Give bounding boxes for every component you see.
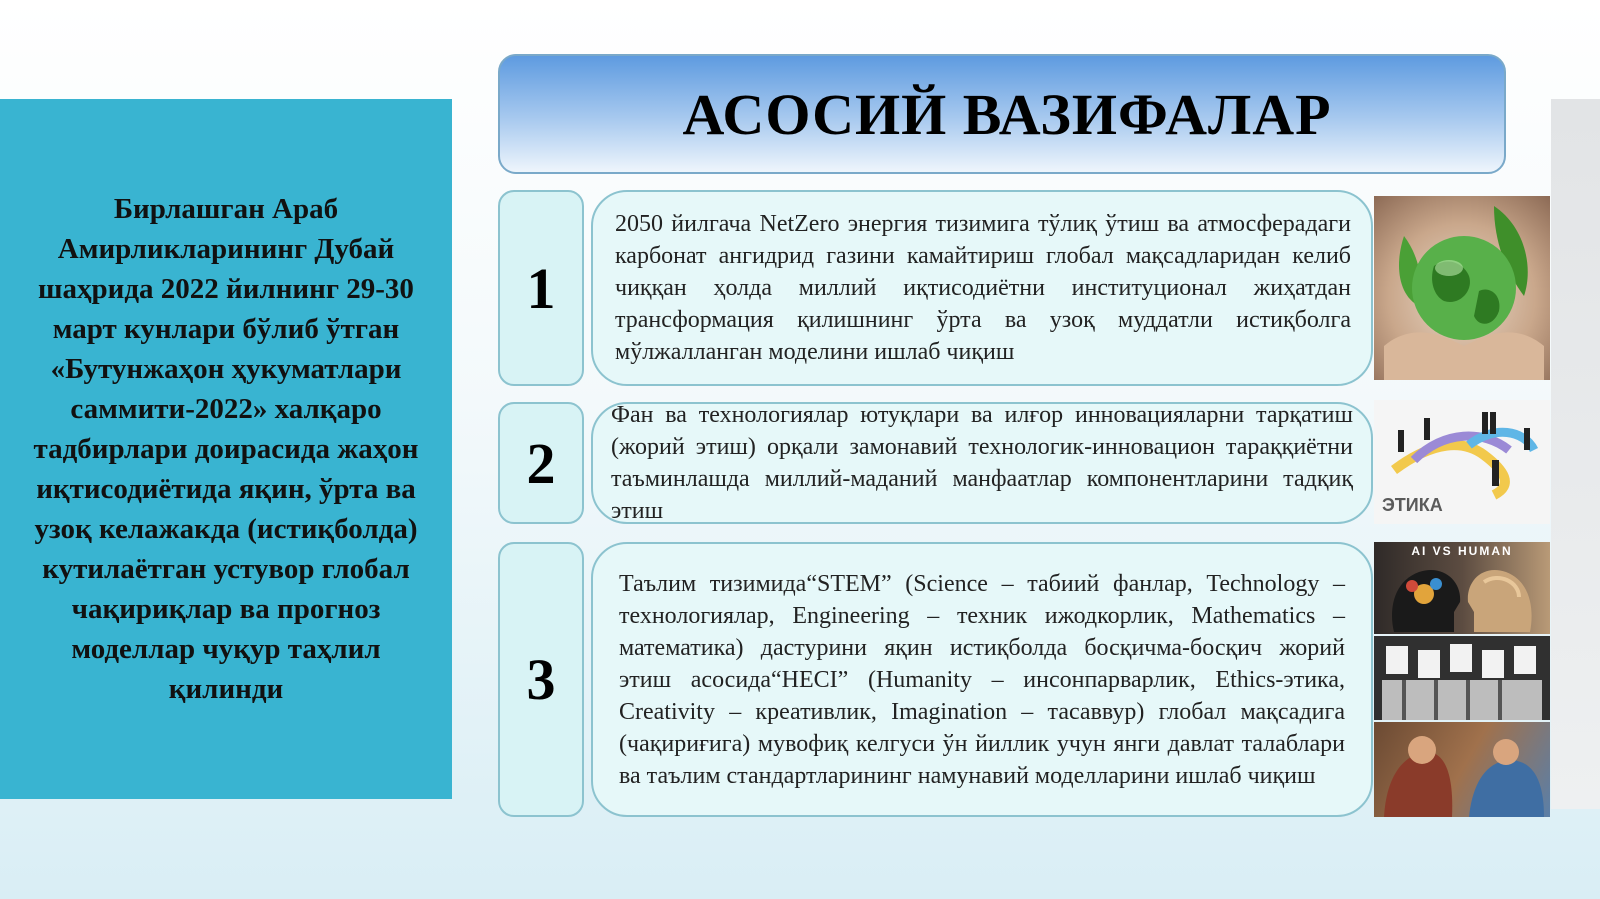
task-text-2: Фан ва технологиялар ютуқлари ва илғор инновацияларни тарқатиш (жорий этиш) орқали замонавий технологик-инновацион тараққиётни таъминлашда миллий-маданий манфаатлар компонентларини тадқиқ этиш — [611, 402, 1353, 524]
page-title: АСОСИЙ ВАЗИФАЛАР — [682, 81, 1332, 147]
globe-in-hands-image — [1374, 196, 1550, 380]
right-decor-strip — [1551, 99, 1600, 809]
masks-icon — [1374, 636, 1550, 720]
task-box-3 — [591, 542, 1373, 817]
title-banner — [498, 54, 1506, 174]
emotion-masks-image — [1374, 636, 1550, 720]
painting-icon — [1374, 722, 1550, 817]
task-number-2: 2 — [498, 402, 584, 524]
globe-icon — [1374, 196, 1550, 380]
task-text-1: 2050 йилгача NetZero энергия тизимига тўлиқ ўтиш ва атмосферадаги карбонат ангидрид газини камайтириш глобал мақсадларидан келиб чиққан ҳолда миллий иқтисодиётни институционал жиҳатдан трансформация қилишнинг ўрта ва узоқ муддатли истиқболга мўлжалланган моделини ишлаб чиқиш — [615, 211, 1351, 365]
task-text-3: Таълим тизимида“STEM” (Science – табиий фанлар, Technology – технологиялар, Engineering – техник ижодкорлик, Mathematics – математика) дастурини яқин истиқболда босқичма-босқич жорий этиш асосида“HECI” (Humanity – инсонпарварлик, Ethics-этика, Creativity – креативлик, Imagination – тасаввур) глобал мақсадига (чақириғига) мувофиқ келгуси ўн йиллик учун янги давлат талаблари ва таълим стандартларининг намунавий моделларини ишлаб чиқиш — [619, 570, 1345, 789]
task-number-3: 3 — [498, 542, 584, 817]
task-number-1: 1 — [498, 190, 584, 386]
ethics-label: ЭТИКА — [1382, 495, 1443, 515]
ai-vs-human-image — [1374, 542, 1550, 634]
task-box-2 — [591, 402, 1373, 524]
ethics-image — [1374, 400, 1550, 524]
philosophers-painting-image — [1374, 722, 1550, 817]
left-panel — [0, 99, 452, 799]
ai-vs-human-label: AI VS HUMAN — [1411, 544, 1513, 558]
task-box-1 — [591, 190, 1373, 386]
summit-summary-text: Бирлашган Араб Амирликларининг Дубай шаҳрида 2022 йилнинг 29-30 март кунлари бўлиб ўтган «Бутунжаҳон ҳукуматлари саммити-2022» халқаро тадбирлари доирасида жаҳон иқтисодиётида яқин, ўрта ва узоқ келажакда (истиқболда) кутилаётган устувор глобал чақириқлар ва прогноз моделлар чуқур таҳлил қилинди — [33, 193, 419, 705]
